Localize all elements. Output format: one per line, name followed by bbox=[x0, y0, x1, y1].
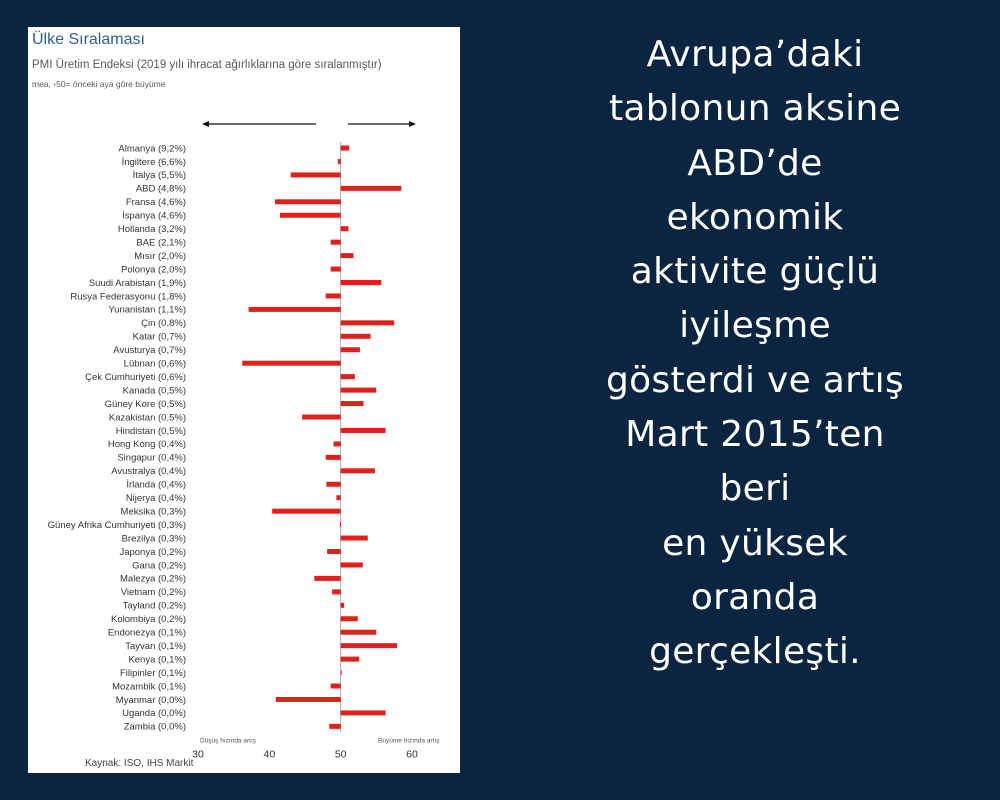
side-text-line: iyileşme bbox=[679, 305, 831, 347]
bar bbox=[326, 293, 341, 298]
bar bbox=[341, 670, 342, 675]
bar bbox=[341, 226, 349, 231]
category-label: Malezya (0,2%) bbox=[120, 573, 186, 585]
category-label: Çek Cumhuriyeti (0,6%) bbox=[85, 371, 186, 383]
side-text-block bbox=[505, 28, 1000, 680]
category-label: Tayvan (0,1%) bbox=[125, 640, 186, 652]
bar bbox=[331, 267, 341, 272]
side-text-line: oranda bbox=[690, 576, 820, 618]
category-label: İtalya (5,5%) bbox=[132, 170, 186, 182]
bar bbox=[341, 280, 382, 285]
category-label: İrlanda (0,4%) bbox=[126, 479, 186, 491]
category-label: Çin (0,8%) bbox=[141, 318, 186, 330]
bar bbox=[341, 536, 368, 541]
x-tick-label: 50 bbox=[334, 748, 347, 761]
category-label: Filipinler (0,1%) bbox=[120, 667, 186, 679]
bar bbox=[331, 240, 341, 245]
category-label: Uganda (0,0%) bbox=[122, 708, 186, 720]
right-annotation: Büyüme hızında artış bbox=[378, 737, 440, 745]
bar bbox=[331, 684, 341, 689]
arrow-left-head bbox=[202, 121, 209, 127]
bar bbox=[302, 415, 341, 420]
category-label: Gana (0,2%) bbox=[132, 560, 186, 572]
x-tick-label: 40 bbox=[263, 748, 276, 761]
bar bbox=[341, 374, 355, 379]
category-label: Japonya (0,2%) bbox=[119, 546, 186, 558]
category-label: Avustralya (0,4%) bbox=[111, 466, 186, 478]
bar bbox=[272, 509, 340, 514]
bar bbox=[341, 186, 402, 191]
chart-subtitle: PMI Üretim Endeksi (2019 yılı ihracat ağırlıklarına göre sıralanmıştır) bbox=[32, 59, 382, 71]
side-text-line: gösterdi ve artış bbox=[605, 359, 905, 401]
chart-panel bbox=[28, 27, 460, 773]
bar bbox=[242, 361, 340, 366]
category-label: Lübnan (0,6%) bbox=[123, 358, 186, 370]
side-text-line: Avrupa’daki bbox=[646, 34, 864, 75]
bar bbox=[336, 495, 340, 500]
category-label: Meksika (0,3%) bbox=[120, 506, 186, 518]
left-annotation: Düşüş hızında artış bbox=[200, 737, 256, 745]
bar bbox=[291, 172, 341, 177]
category-label: Almanya (9,2%) bbox=[118, 143, 186, 155]
x-tick-label: 60 bbox=[406, 748, 418, 761]
bar bbox=[338, 159, 341, 164]
category-label: Tayland (0,2%) bbox=[122, 600, 186, 612]
category-label: Myanmar (0,0%) bbox=[115, 694, 186, 706]
category-label: Polonya (2,0%) bbox=[121, 264, 186, 276]
bar bbox=[341, 603, 345, 608]
category-label: Mısır (2,0%) bbox=[134, 250, 186, 262]
category-label: Güney Afrika Cumhuriyeti (0,3%) bbox=[47, 519, 186, 531]
chart-source: Kaynak: ISO, IHS Markit bbox=[85, 758, 194, 769]
bar bbox=[334, 441, 341, 446]
bar bbox=[280, 213, 341, 218]
bar bbox=[341, 657, 360, 662]
category-label: Katar (0,7%) bbox=[132, 331, 186, 343]
bar bbox=[340, 522, 341, 527]
bar bbox=[326, 455, 341, 460]
category-label: Mozambik (0,1%) bbox=[112, 681, 186, 693]
bar bbox=[332, 589, 341, 594]
bar bbox=[341, 616, 358, 621]
bar bbox=[314, 576, 340, 581]
category-label: Nijerya (0,4%) bbox=[125, 493, 186, 504]
bar bbox=[341, 347, 360, 352]
side-text-line: beri bbox=[719, 468, 791, 510]
bar-chart bbox=[28, 27, 460, 773]
side-text-line: tablonun aksine bbox=[608, 88, 902, 130]
category-label: Hindistan (0,5%) bbox=[115, 425, 186, 437]
arrow-right-head bbox=[409, 121, 416, 127]
side-text-line: en yüksek bbox=[662, 522, 848, 564]
side-text-line: gerçekleşti. bbox=[649, 631, 861, 673]
bar bbox=[249, 307, 341, 312]
category-label: Singapur (0,4%) bbox=[117, 452, 186, 464]
category-label: Kanada (0,5%) bbox=[122, 385, 186, 397]
category-label: Suudi Arabistan (1,9%) bbox=[88, 277, 186, 289]
bar bbox=[341, 146, 350, 151]
bar bbox=[341, 334, 371, 339]
category-label: ABD (4,8%) bbox=[135, 183, 186, 195]
category-label: Hong Kong (0,4%) bbox=[107, 439, 186, 451]
bar bbox=[341, 388, 377, 393]
category-label: Vietnam (0,2%) bbox=[120, 587, 186, 599]
bar bbox=[326, 482, 340, 487]
bar bbox=[341, 468, 375, 473]
category-label: Hollanda (3,2%) bbox=[117, 224, 186, 235]
category-label: İngiltere (6,6%) bbox=[121, 156, 186, 168]
bar bbox=[341, 710, 386, 715]
category-label: Kolombiya (0,2%) bbox=[111, 614, 186, 626]
category-label: Zambia (0,0%) bbox=[123, 721, 186, 733]
bar bbox=[341, 562, 363, 567]
chart-title: Ülke Sıralaması bbox=[32, 31, 145, 48]
bar bbox=[341, 428, 386, 433]
category-label: BAE (2,1%) bbox=[136, 237, 186, 249]
category-label: Rusya Federasyonu (1,8%) bbox=[70, 291, 186, 303]
bar bbox=[341, 401, 364, 406]
side-text-line: ekonomik bbox=[666, 196, 844, 238]
category-label: Güney Kore (0,5%) bbox=[104, 398, 186, 410]
category-label: Endonezya (0,1%) bbox=[107, 627, 186, 639]
bar bbox=[327, 549, 341, 554]
category-label: İspanya (4,6%) bbox=[122, 210, 186, 222]
bar bbox=[341, 253, 354, 258]
bar bbox=[275, 199, 341, 204]
bar bbox=[341, 320, 395, 325]
category-label: Avusturya (0,7%) bbox=[113, 345, 186, 357]
category-label: Kenya (0,1%) bbox=[128, 654, 186, 666]
category-label: Yunanistan (1,1%) bbox=[108, 304, 186, 316]
category-label: Fransa (4,6%) bbox=[125, 197, 186, 209]
x-tick-label: 30 bbox=[192, 748, 204, 761]
bar bbox=[329, 724, 340, 729]
side-text-line: ABD’de bbox=[687, 142, 823, 184]
category-label: Kazakistan (0,5%) bbox=[108, 412, 186, 424]
bar bbox=[276, 697, 341, 702]
category-label: Brezilya (0,3%) bbox=[121, 533, 186, 545]
bar bbox=[341, 643, 397, 648]
side-text-line: aktivite güçlü bbox=[630, 251, 880, 293]
bar bbox=[341, 630, 377, 635]
chart-note: mea, ›50= önceki aya göre büyüme bbox=[32, 79, 166, 89]
side-text-line: Mart 2015’ten bbox=[625, 414, 885, 456]
